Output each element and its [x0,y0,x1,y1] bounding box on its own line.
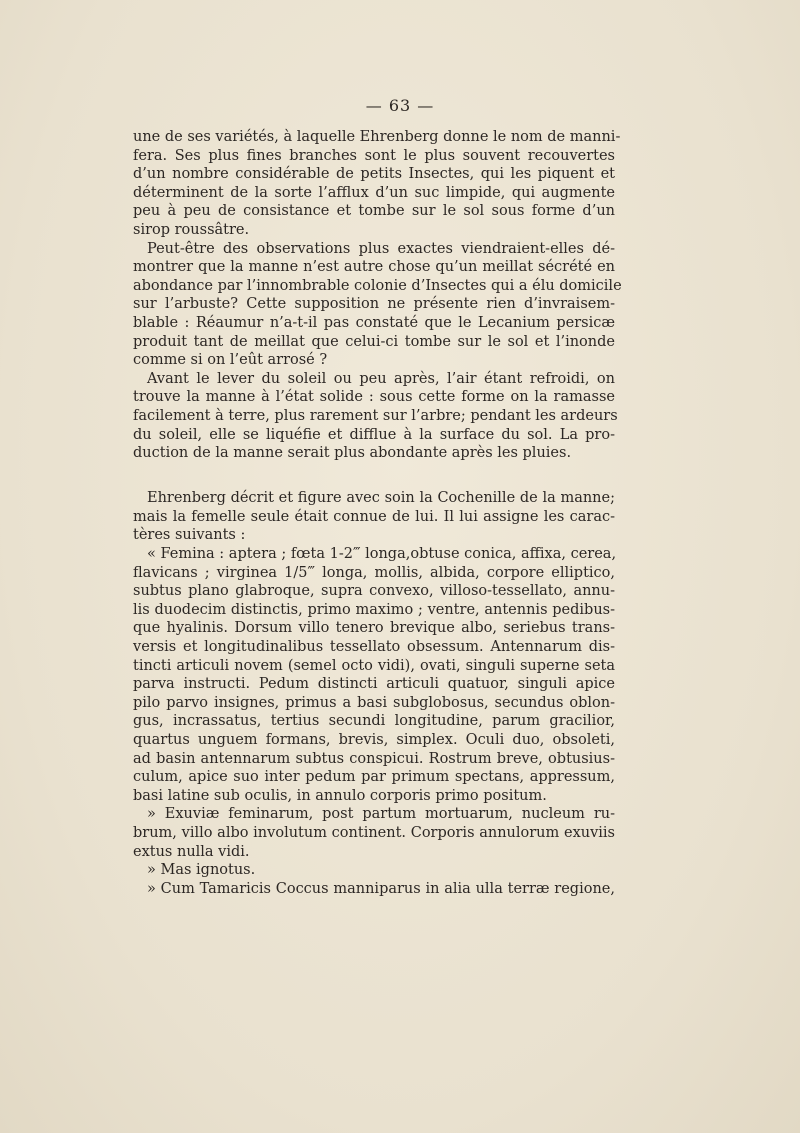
text-line: trouve la manne à l’état solide : sous cette forme on la ramasse [133,389,615,406]
paragraph-7 [133,861,615,880]
text-line: « Femina : aptera ; fœta 1-2‴ longa,obtuse conica, affixa, cerea, [147,546,617,563]
text-line: flavicans ; virginea 1/5‴ longa, mollis, albida, corpore elliptico, [133,564,615,581]
text-line: » Cum Tamaricis Coccus manniparus in alia ulla terræ regione, [147,880,615,897]
text-line: déterminent de la sorte l’afflux d’un suc limpide, qui augmente [133,184,615,201]
page-number: — 63 — [365,96,435,115]
text-line: basi latine sub oculis, in annulo corporis primo positum. [133,787,547,804]
text-line: Ehrenberg décrit et figure avec soin la Cochenille de la manne; [147,490,615,507]
text-line: brum, villo albo involutum continent. Corporis annulorum exuviis [133,824,615,841]
text-line: mais la femelle seule était connue de lui. Il lui assigne les carac- [133,508,615,525]
paragraph-8 [133,880,615,899]
text-line: produit tant de meillat que celui-ci tombe sur le sol et l’inonde [133,333,615,350]
text-line: ad basin antennarum subtus conspicui. Rostrum breve, obtusius- [133,750,615,767]
text-line: duction de la manne serait plus abondante après les pluies. [133,445,572,462]
text-line: lis duodecim distinctis, primo maximo ; ventre, antennis pedibus- [133,601,615,618]
paragraph-6 [133,805,615,861]
text-line: fera. Ses plus fines branches sont le plus souvent recouvertes [133,147,615,164]
text-line: tincti articuli novem (semel octo vidi), ovati, singuli superne seta [133,657,615,674]
text-line: » Exuviæ feminarum, post partum mortuarum, nucleum ru- [147,806,615,823]
text-line: subtus plano glabroque, supra convexo, villoso-tessellato, annu- [133,583,615,600]
text-line: une de ses variétés, à laquelle Ehrenberg donne le nom de manni- [133,129,621,145]
section-gap [133,463,615,482]
section-gap [133,481,615,489]
text-line: peu à peu de consistance et tombe sur le sol sous forme d’un [133,203,615,220]
text-line: versis et longitudinalibus tessellato obsessum. Antennarum dis- [133,639,615,656]
text-line: montrer que la manne n’est autre chose qu’un meillat sécrété en [133,259,615,276]
text-line: comme si on l’eût arrosé ? [133,352,328,369]
text-line: facilement à terre, plus rarement sur l’arbre; pendant les ardeurs [133,407,618,424]
text-line: Peut-être des observations plus exactes viendraient-elles dé- [147,240,615,257]
paragraph-2 [133,240,622,370]
paragraph-1 [133,128,621,240]
text-line: quartus unguem formans, brevis, simplex. Oculi duo, obsoleti, [133,732,615,748]
text-line: abondance par l’innombrable colonie d’Insectes qui a élu domicile [133,277,622,294]
text-line: blable : Réaumur n’a-t-il pas constaté que le Lecanium persicæ [133,314,615,331]
paragraph-4 [133,489,615,545]
text-line: que hyalinis. Dorsum villo tenero brevique albo, seriebus trans- [133,620,615,637]
text-line: pilo parvo insignes, primus a basi subglobosus, secundus oblon- [133,694,615,711]
paragraph-3 [133,370,618,463]
body-text [133,128,622,898]
text-line: culum, apice suo inter pedum par primum spectans, appressum, [133,769,615,786]
text-line: du soleil, elle se liquéfie et diffluе à la surface du sol. La pro- [133,426,615,443]
text-line: gus, incrassatus, tertius secundi longitudine, parum gracilior, [133,713,615,730]
text-line: » Mas ignotus. [147,862,256,879]
text-line: sirop roussâtre. [133,221,250,238]
text-line: Avant le lever du soleil ou peu après, l’air étant refroidi, on [147,370,615,387]
text-line: tères suivants : [133,527,246,544]
text-line: extus nulla vidi. [133,843,250,860]
text-line: d’un nombre considérable de petits Insectes, qui les piquent et [133,166,615,183]
text-line: parva instructi. Pedum distincti articuli quatuor, singuli apice [133,676,615,693]
paragraph-5-latin-description [133,545,615,805]
text-line: sur l’arbuste? Cette supposition ne présente rien d’invraisem- [133,296,615,313]
